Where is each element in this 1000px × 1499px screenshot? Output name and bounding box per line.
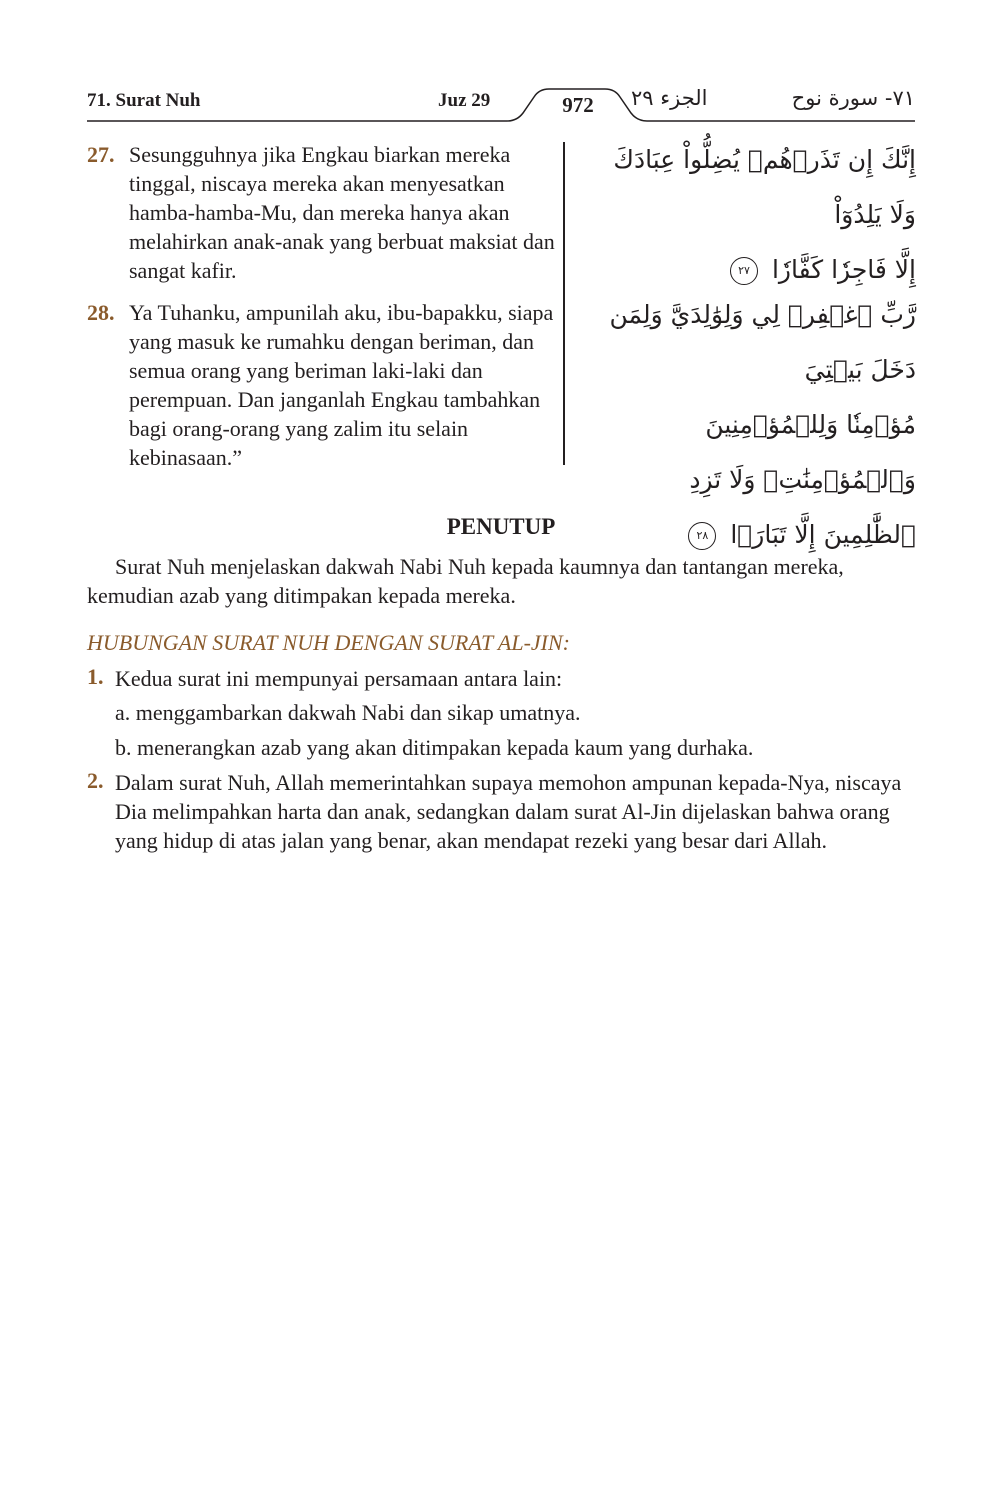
verse-translation (87, 298, 557, 472)
ayah-end-marker: ٢٧ (730, 257, 758, 285)
list-item-text: Dalam surat Nuh, Allah memerintahkan supaya memohon ampunan kepada-Nya, niscaya Dia melimpahkan harta dan anak, sedangkan dalam surat Al-Jin dijelaskan bahwa orang yang hidup di atas jalan yang benar, akan mendapat rezeki yang besar dari Allah. (115, 770, 902, 853)
list-number: 2. (87, 768, 104, 793)
verse-text: Sesungguhnya jika Engkau biarkan mereka tinggal, niscaya mereka akan menyesatkan hamba-hamba-Mu, dan mereka hanya akan melahirkan anak-anak yang berbuat maksiat dan sangat kafir. (129, 142, 555, 283)
surah-title-latin: 71. Surat Nuh (87, 90, 201, 111)
list-subitem: a. menggambarkan dakwah Nabi dan sikap umatnya. (115, 700, 581, 725)
verse-text: Ya Tuhanku, ampunilah aku, ibu-bapakku, siapa yang masuk ke rumahku dengan beriman, dan semua orang yang beriman laki-laki dan perempuan. Dan janganlah Engkau tambahkan bagi orang-orang yang zalim itu selain kebinasaan.” (129, 300, 554, 470)
arabic-line: إِلَّا فَاجِرٗا كَفَّارٗا (771, 255, 916, 284)
column-divider (563, 142, 565, 465)
verse-translation (87, 140, 557, 285)
verse-arabic (588, 132, 916, 297)
arabic-line: رَّبِّ ٱغۡفِرۡ لِي وَلِوَٰلِدَيَّ وَلِمَن دَخَلَ بَيۡتِيَ (609, 300, 916, 384)
juz-label-latin: Juz 29 (438, 90, 491, 111)
verse-number: 28. (87, 300, 115, 325)
surah-title-arabic: ٧١- سورة نوح (791, 86, 915, 110)
page-number: 972 (562, 93, 594, 117)
arabic-line: مُؤۡمِنٗا وَلِلۡمُؤۡمِنِينَ وَٱلۡمُؤۡمِنَٰتِۖ وَلَا تَزِدِ (689, 410, 916, 494)
list-number: 1. (87, 664, 104, 689)
list-subitem: b. menerangkan azab yang akan ditimpakan kepada kaum yang durhaka. (115, 735, 754, 760)
closing-paragraph (87, 552, 915, 610)
verse-number: 27. (87, 142, 115, 167)
closing-text: Surat Nuh menjelaskan dakwah Nabi Nuh kepada kaumnya dan tantangan mereka, kemudian azab yang ditimpakan kepada mereka. (87, 554, 844, 608)
juz-label-arabic: الجزء ٢٩ (631, 86, 708, 110)
arabic-line: إِنَّكَ إِن تَذَرۡهُمۡ يُضِلُّواْ عِبَادَكَ وَلَا يَلِدُوٓاْ (613, 145, 916, 229)
page-header (87, 84, 915, 128)
section-heading: PENUTUP (446, 514, 556, 539)
relation-heading: HUBUNGAN SURAT NUH DENGAN SURAT AL-JIN: (87, 630, 570, 655)
arabic-line: ٱلظَّٰلِمِينَ إِلَّا تَبَارَۢا (730, 520, 916, 549)
list-item-text: Kedua surat ini mempunyai persamaan antara lain: (115, 666, 563, 691)
ayah-end-marker: ٢٨ (688, 522, 716, 550)
